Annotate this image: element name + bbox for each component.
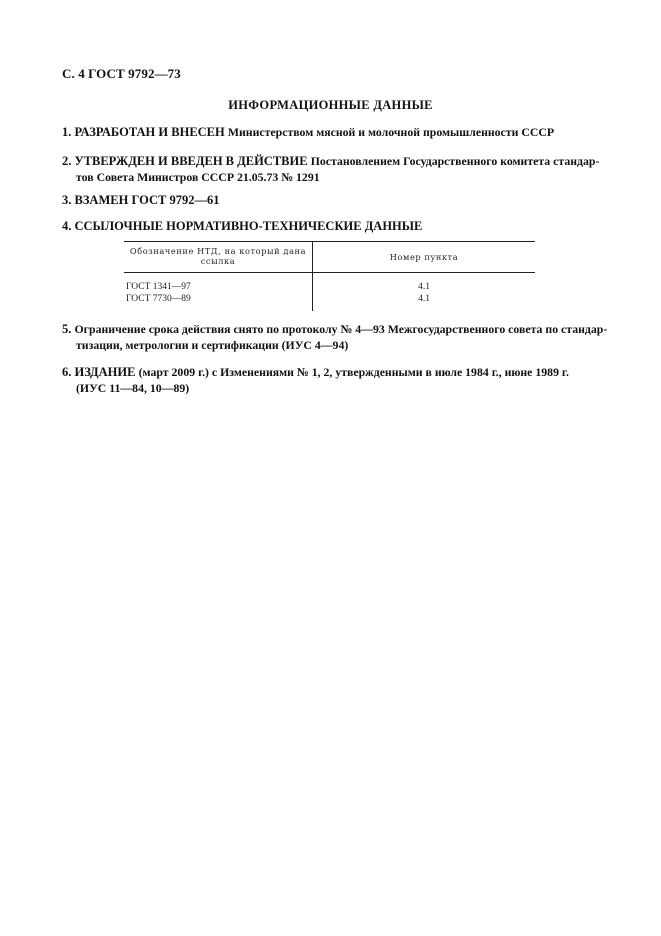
item-number: 2. xyxy=(62,154,72,168)
info-item-6 xyxy=(62,364,610,396)
item-lead: Ограничение срока действия снято по протоколу № 4—93 Межгосударственного совета по стандар- xyxy=(74,322,608,336)
info-item-1 xyxy=(62,124,610,140)
reference-table xyxy=(124,241,535,311)
page-title: ИНФОРМАЦИОННЫЕ ДАННЫЕ xyxy=(228,98,433,112)
item-lead: УТВЕРЖДЕН И ВВЕДЕН В ДЕЙСТВИЕ xyxy=(74,154,308,168)
item-lead: РАЗРАБОТАН И ВНЕСЕН xyxy=(74,125,225,139)
table-cell-document: ГОСТ 7730—89 xyxy=(126,294,191,304)
item-number: 4. xyxy=(62,219,72,233)
info-item-3 xyxy=(62,192,610,208)
table-cell-clause: 4.1 xyxy=(418,282,430,292)
table-cell-clause: 4.1 xyxy=(418,294,430,304)
table-header-clause: Номер пункта xyxy=(389,252,459,262)
item-number: 5. xyxy=(62,322,72,336)
item-number: 6. xyxy=(62,365,72,379)
table-header-rule xyxy=(124,272,535,273)
table-header-document: Обозначение НТД, на который дана ссылка xyxy=(129,246,307,266)
info-item-2 xyxy=(62,153,610,185)
item-lead: ИЗДАНИЕ xyxy=(74,365,136,379)
item-continuation: тизации, метрологии и сертификации (ИУС 4—94) xyxy=(76,338,349,352)
item-continuation: (ИУС 11—84, 10—89) xyxy=(76,381,190,395)
item-lead: ВЗАМЕН ГОСТ 9792—61 xyxy=(74,193,220,207)
info-item-5 xyxy=(62,321,610,353)
table-cell-document: ГОСТ 1341—97 xyxy=(126,282,191,292)
item-text: Постановлением Государственного комитета стандар- xyxy=(310,154,600,168)
item-text: (март 2009 г.) с Изменениями № 1, 2, утвержденными в июле 1984 г., июне 1989 г. xyxy=(138,365,569,379)
table-top-rule xyxy=(124,241,535,242)
item-continuation: тов Совета Министров СССР 21.05.73 № 1291 xyxy=(76,170,320,184)
running-head: С. 4 ГОСТ 9792—73 xyxy=(62,66,181,81)
item-number: 1. xyxy=(62,125,72,139)
info-item-4 xyxy=(62,218,610,234)
item-number: 3. xyxy=(62,193,72,207)
item-lead: ССЫЛОЧНЫЕ НОРМАТИВНО-ТЕХНИЧЕСКИЕ ДАННЫЕ xyxy=(74,219,423,233)
item-text: Министерством мясной и молочной промышленности СССР xyxy=(227,125,555,139)
